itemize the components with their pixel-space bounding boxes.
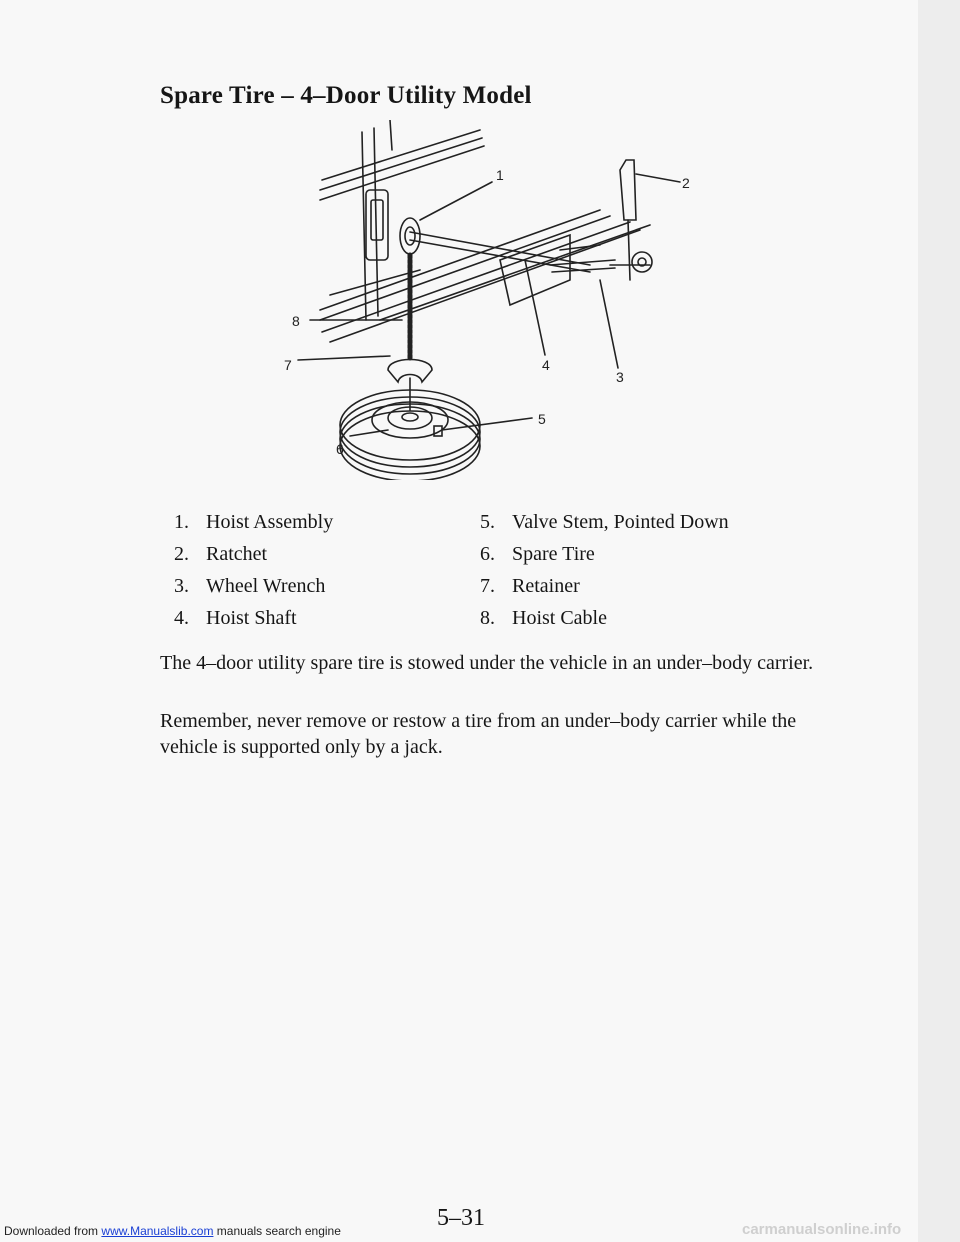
legend-item	[480, 506, 729, 538]
callout-2: 2	[682, 175, 690, 191]
legend-item	[480, 602, 729, 634]
paragraph-stowage: The 4–door utility spare tire is stowed under the vehicle in an under–body carrier.	[160, 652, 814, 674]
legend-number: 7.	[480, 575, 495, 597]
callout-3: 3	[616, 369, 624, 385]
legend-number: 6.	[480, 543, 495, 565]
legend-number: 4.	[174, 607, 189, 629]
legend-label: Valve Stem, Pointed Down	[512, 511, 729, 533]
footer-suffix: manuals search engine	[216, 1224, 341, 1238]
paragraph-warning: Remember, never remove or restow a tire from an under–body carrier while the vehicle is supported only by a jack.	[160, 710, 797, 758]
legend-number: 3.	[174, 575, 189, 597]
legend-item	[174, 538, 333, 570]
callout-6: 6	[336, 441, 344, 457]
spare-tire-illustration	[270, 120, 690, 480]
legend-number: 5.	[480, 511, 495, 533]
legend-right	[480, 506, 729, 634]
legend-left	[174, 506, 333, 634]
callout-8: 8	[292, 313, 300, 329]
page-number: 5–31	[437, 1205, 485, 1231]
legend-label: Hoist Shaft	[206, 607, 297, 629]
legend-item	[174, 506, 333, 538]
manualslib-link[interactable]: www.Manualslib.com	[101, 1224, 214, 1238]
legend-label: Hoist Cable	[512, 607, 607, 629]
legend-item	[174, 602, 333, 634]
legend-label: Wheel Wrench	[206, 575, 326, 597]
download-footer	[4, 1224, 341, 1238]
legend-item	[480, 570, 729, 602]
legend-number: 1.	[174, 511, 189, 533]
legend-label: Hoist Assembly	[206, 511, 334, 533]
page-title: Spare Tire – 4–Door Utility Model	[160, 82, 532, 109]
legend-item	[480, 538, 729, 570]
legend-label: Spare Tire	[512, 543, 595, 565]
legend-number: 8.	[480, 607, 495, 629]
legend-label: Retainer	[512, 575, 580, 597]
callout-1: 1	[496, 167, 504, 183]
footer-prefix: Downloaded from	[4, 1224, 99, 1238]
legend-number: 2.	[174, 543, 189, 565]
watermark: carmanualsonline.info	[742, 1221, 902, 1238]
legend-item	[174, 570, 333, 602]
callout-5: 5	[538, 411, 546, 427]
legend-label: Ratchet	[206, 543, 268, 565]
page-margin	[918, 0, 960, 1242]
callout-4: 4	[542, 357, 550, 373]
callout-7: 7	[284, 357, 292, 373]
